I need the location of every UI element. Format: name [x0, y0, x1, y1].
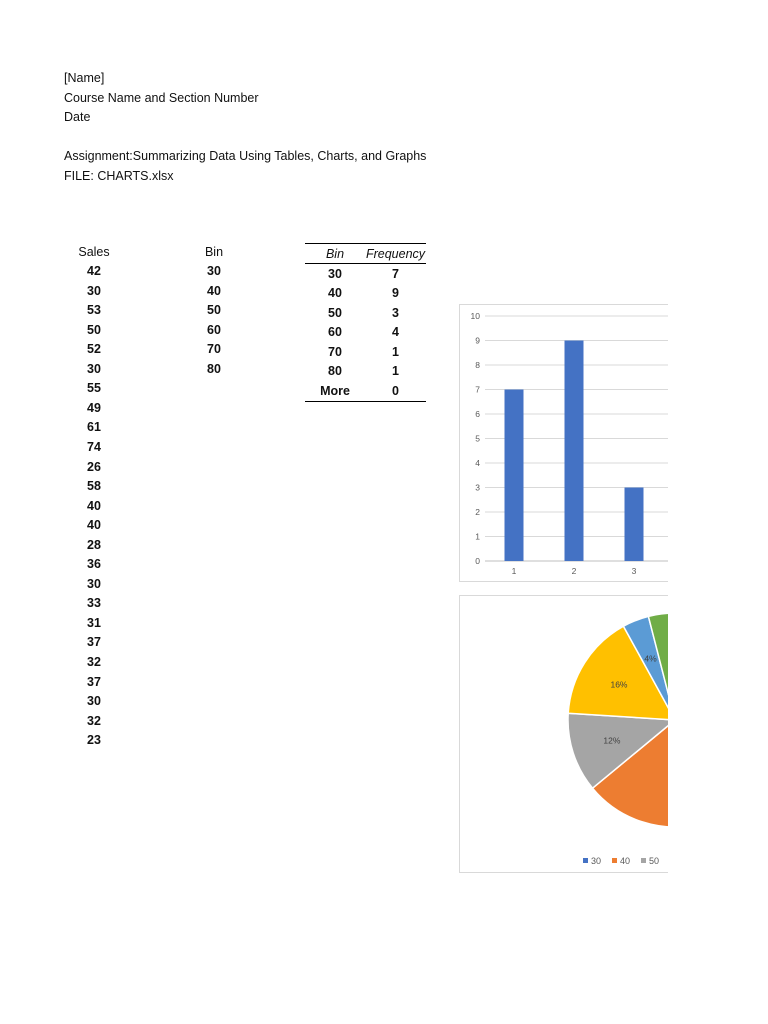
bin-value: 30	[207, 264, 221, 278]
bar-chart-y-tick-label: 7	[475, 384, 480, 395]
frequency-count-cell: 3	[392, 305, 399, 320]
bar-chart-y-tick-label: 10	[470, 311, 480, 321]
sales-value: 32	[87, 713, 101, 728]
sales-value: 49	[87, 400, 101, 415]
frequency-row	[305, 303, 426, 323]
frequency-bin-cell: 80	[328, 364, 342, 379]
bar-chart-y-tick-label: 3	[475, 482, 480, 493]
bar-chart-x-tick-label: 1	[511, 566, 517, 576]
bin-value: 80	[207, 361, 221, 376]
bar-chart[interactable]	[459, 304, 679, 582]
frequency-bin-cell: 30	[328, 266, 342, 281]
bin-value: 70	[207, 342, 221, 357]
pie-chart-legend-swatch	[612, 858, 617, 863]
sales-value: 37	[87, 635, 101, 650]
student-name: [Name]	[64, 71, 105, 85]
bar-chart-bar[interactable]	[625, 488, 644, 562]
pie-chart-svg	[460, 596, 679, 873]
frequency-count-cell: 9	[392, 286, 399, 301]
frequency-bin-cell: 50	[328, 305, 342, 320]
frequency-table	[305, 243, 426, 402]
sales-value: 36	[87, 557, 101, 572]
pie-chart-legend-label: 30	[591, 856, 602, 866]
frequency-row	[305, 362, 426, 382]
sales-value: 33	[87, 596, 101, 611]
frequency-count-header: Frequency	[365, 246, 426, 261]
sales-value: 74	[87, 439, 101, 454]
bar-chart-svg	[460, 305, 679, 582]
sales-value: 50	[87, 322, 101, 337]
sales-value: 42	[87, 264, 101, 278]
sales-value: 30	[87, 576, 101, 591]
bar-chart-y-tick-label: 1	[475, 531, 480, 542]
bin-value: 50	[207, 303, 221, 318]
bar-chart-y-tick-label: 6	[475, 409, 480, 419]
frequency-table-body	[305, 264, 426, 401]
sales-value: 28	[87, 537, 101, 552]
file-name: FILE: CHARTS.xlsx	[64, 169, 174, 183]
bar-chart-bar[interactable]	[505, 390, 524, 562]
frequency-count-cell: 0	[392, 383, 399, 398]
bar-chart-y-tick-label: 0	[475, 556, 480, 566]
sales-value: 30	[87, 361, 101, 376]
sales-value: 52	[87, 342, 101, 357]
frequency-bin-cell: More	[320, 383, 350, 398]
sales-value: 58	[87, 479, 101, 494]
sales-value: 30	[87, 694, 101, 709]
pie-chart-legend-label: 50	[649, 856, 660, 866]
bar-chart-y-tick-label: 8	[475, 360, 480, 370]
pie-chart-data-label: 4%	[644, 653, 657, 664]
sales-value: 37	[87, 674, 101, 689]
sales-value: 26	[87, 459, 101, 474]
frequency-row	[305, 381, 426, 401]
pie-chart-legend-label: 40	[620, 856, 631, 866]
bar-chart-x-tick-label: 2	[571, 566, 577, 576]
sales-value: 40	[87, 518, 101, 533]
frequency-row	[305, 284, 426, 304]
bin-value: 40	[207, 283, 221, 298]
frequency-bin-header: Bin	[325, 246, 345, 261]
pie-chart-data-label: 12%	[603, 735, 621, 746]
sales-value: 31	[87, 615, 101, 630]
pie-chart-data-label: 16%	[610, 679, 628, 690]
frequency-bin-cell: 60	[328, 325, 342, 340]
course-name: Course Name and Section Number	[64, 91, 259, 105]
bar-chart-y-tick-label: 5	[475, 433, 480, 444]
bar-chart-bar[interactable]	[565, 341, 584, 562]
frequency-count-cell: 1	[392, 344, 399, 359]
frequency-bin-cell: 70	[328, 344, 342, 359]
sales-value: 61	[87, 420, 101, 435]
frequency-count-cell: 4	[392, 325, 399, 340]
frequency-row	[305, 264, 426, 284]
bar-chart-y-tick-label: 2	[475, 507, 480, 517]
sales-value: 53	[87, 303, 101, 318]
date-line: Date	[64, 110, 91, 124]
pie-chart-legend-swatch	[641, 858, 646, 863]
frequency-table-header	[305, 244, 426, 264]
bar-chart-x-tick-label: 3	[631, 566, 637, 576]
frequency-row	[305, 342, 426, 362]
page-crop-mask	[668, 0, 768, 1024]
sales-value: 55	[87, 381, 101, 396]
frequency-count-cell: 7	[392, 266, 399, 281]
frequency-count-cell: 1	[392, 364, 399, 379]
assignment-title: Assignment:Summarizing Data Using Tables, Charts, and Graphs	[64, 149, 427, 163]
sales-value: 32	[87, 655, 101, 669]
pie-chart-legend-swatch	[583, 858, 588, 863]
sales-value: 30	[87, 283, 101, 298]
sales-header: Sales	[78, 245, 110, 259]
pie-chart[interactable]	[459, 595, 679, 873]
sales-value: 23	[87, 733, 101, 748]
bar-chart-y-tick-label: 9	[475, 335, 480, 346]
frequency-bin-cell: 40	[328, 286, 342, 301]
frequency-row	[305, 323, 426, 343]
bar-chart-y-tick-label: 4	[475, 458, 480, 468]
bin-value: 60	[207, 322, 221, 337]
sales-value: 40	[87, 498, 101, 513]
bin-header: Bin	[204, 245, 224, 259]
